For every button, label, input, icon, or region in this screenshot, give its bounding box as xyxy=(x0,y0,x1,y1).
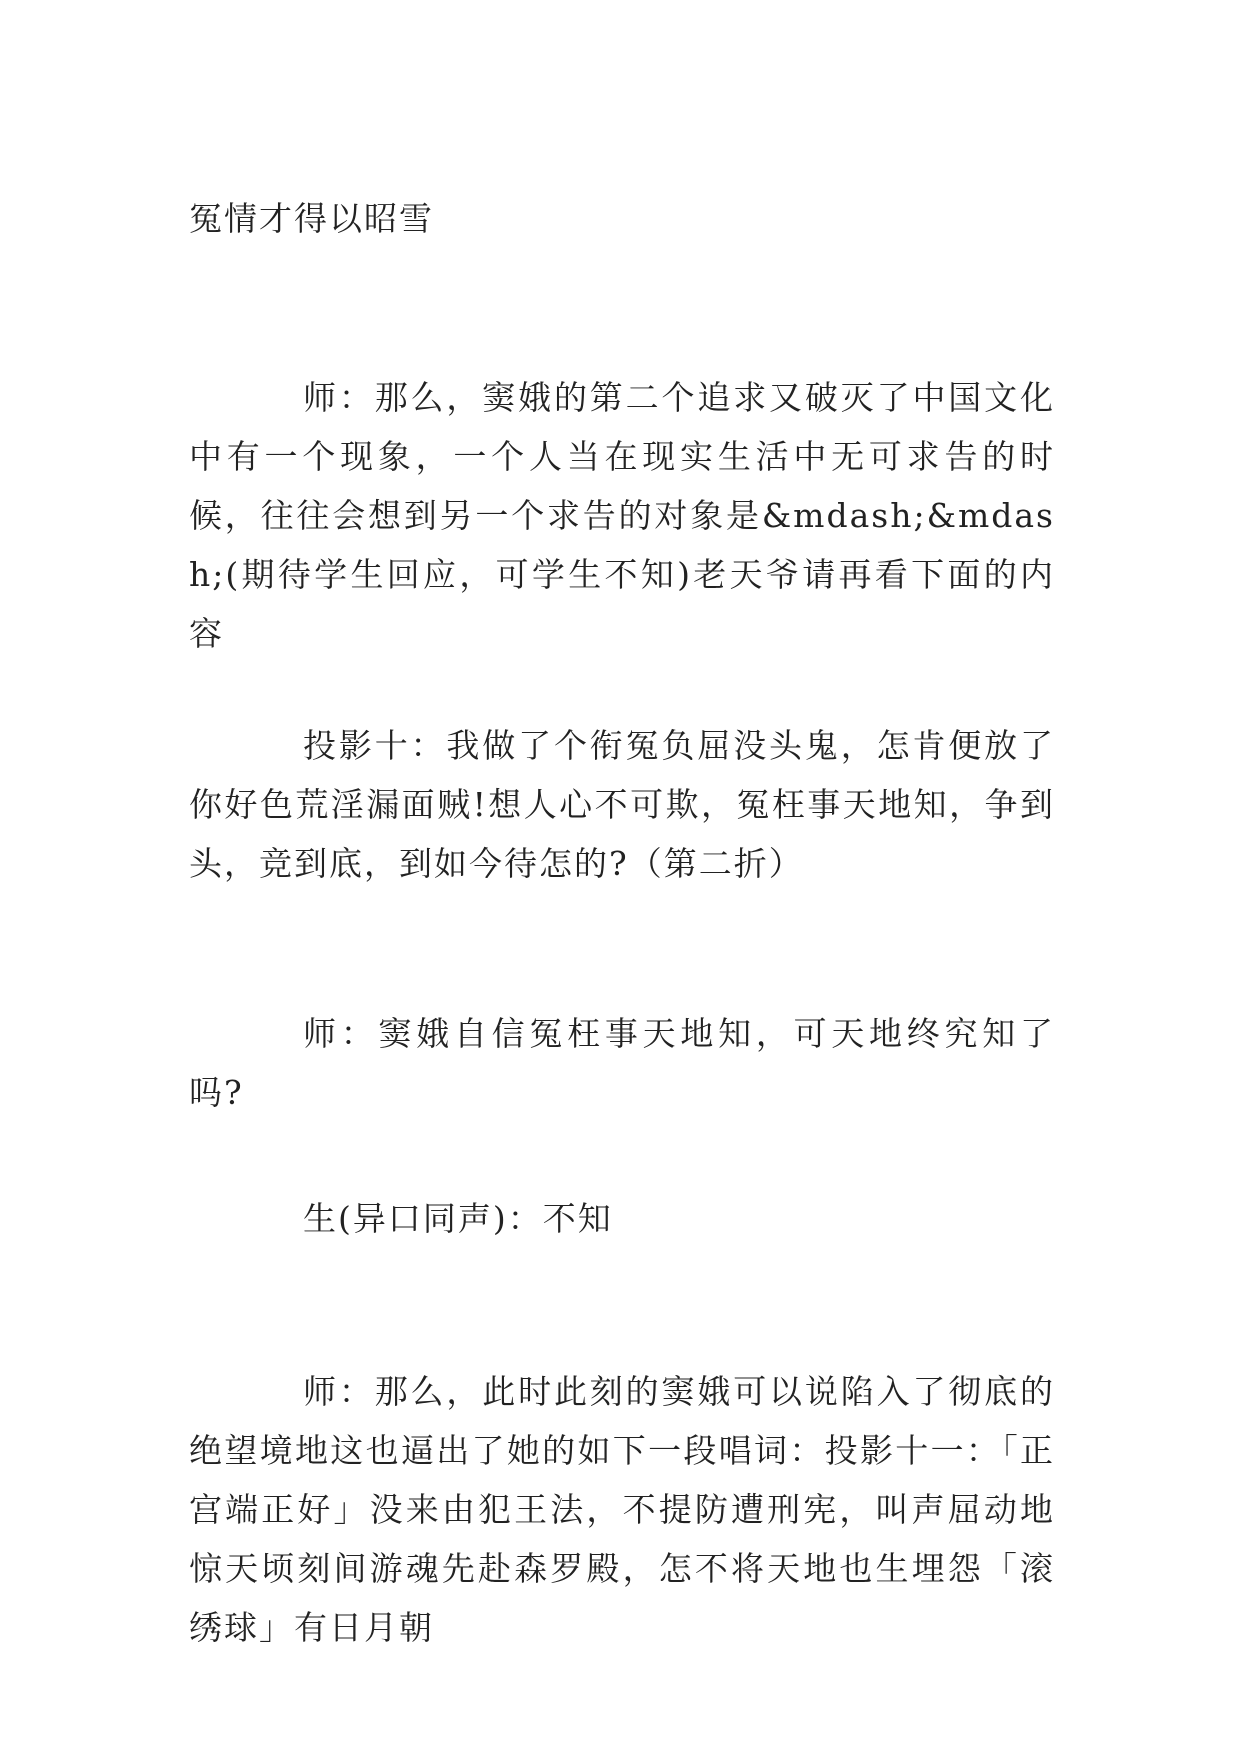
paragraph-continuation: 冤情才得以昭雪 xyxy=(189,199,434,238)
paragraph-projection-eleven: 师：那么，此时此刻的窦娥可以说陷入了彻底的绝望境地这也逼出了她的如下一段唱词：投影十一：「正宫端正好」没来由犯王法，不提防遭刑宪，叫声屈动地惊天顷刻间游魂先赴森罗殿，怎不将天地也生埋怨「滚绣球」有日月朝 xyxy=(189,1372,1055,1647)
paragraph-projection-ten: 投影十：我做了个衔冤负屈没头鬼，怎肯便放了你好色荒淫漏面贼!想人心不可欺，冤枉事天地知，争到头，竞到底，到如今待怎的?（第二折） xyxy=(189,726,1055,883)
paragraph-teacher-question: 师：那么，窦娥的第二个追求又破灭了中国文化中有一个现象，一个人当在现实生活中无可求告的时候，往往会想到另一个求告的对象是&mdash;&mdash;(期待学生回应，可学生不知)老天爷请再看下面的内容 xyxy=(189,378,1055,653)
paragraph-teacher-ask: 师：窦娥自信冤枉事天地知，可天地终究知了吗? xyxy=(189,1014,1055,1112)
paragraph-student-answer: 生(异口同声)：不知 xyxy=(303,1199,613,1238)
